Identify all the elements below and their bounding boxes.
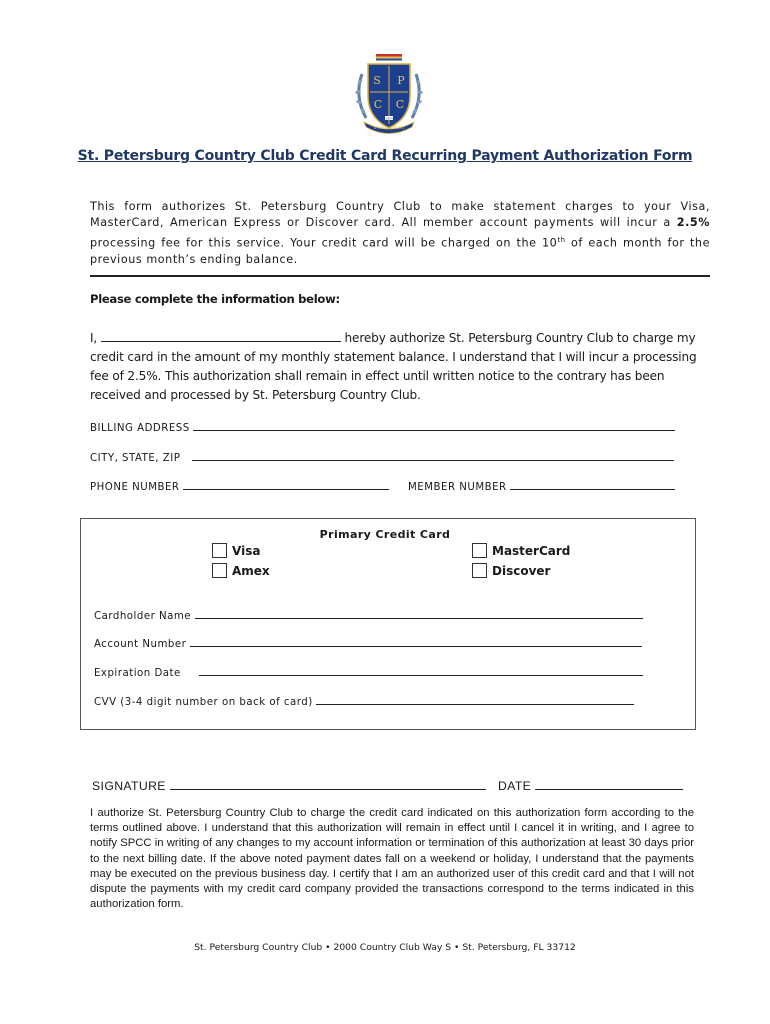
date-label: DATE — [498, 779, 532, 793]
cardholder-name-label: Cardholder Name — [94, 611, 192, 622]
intro-fee: 2.5% — [676, 216, 710, 230]
account-number-field[interactable] — [190, 636, 642, 647]
account-number-label: Account Number — [94, 639, 187, 650]
phone-number-field[interactable] — [183, 479, 389, 490]
authorization-prefix: I, — [90, 331, 98, 345]
crest-letter-s: S — [373, 74, 381, 87]
city-state-zip-field[interactable] — [192, 450, 674, 461]
authorization-text: hereby authorize St. Petersburg Country Club to charge my credit card in the amount of my monthly statement balance. I understand that I will incur a processing fee of 2.5%. This authorization shall remain in effect until written notice to the contrary has been received and processed by St. Petersburg Country Club. — [90, 331, 697, 402]
authorization-paragraph — [90, 329, 710, 405]
expiration-date-field[interactable] — [199, 665, 643, 676]
crest-letter-c2: C — [395, 98, 405, 111]
member-number-label: MEMBER NUMBER — [408, 482, 507, 493]
expiration-date-row — [94, 665, 643, 679]
signature-field[interactable] — [170, 779, 486, 790]
intro-text-3: of each month for the previous month’s ending balance. — [90, 236, 711, 266]
form-title: St. Petersburg Country Club Credit Card Recurring Payment Authorization Form — [77, 148, 693, 164]
billing-address-row — [90, 420, 675, 434]
amex-option[interactable] — [212, 563, 270, 578]
cardholder-name-row — [94, 608, 643, 622]
cvv-field[interactable] — [316, 694, 634, 705]
club-address-footer: St. Petersburg Country Club • 2000 Country Club Way S • St. Petersburg, FL 33712 — [194, 942, 576, 953]
phone-number-row — [90, 479, 389, 493]
member-number-row — [408, 479, 675, 493]
amex-label: Amex — [232, 563, 270, 578]
discover-option[interactable] — [472, 563, 550, 578]
crest-year: 1924 — [385, 116, 393, 121]
intro-paragraph — [90, 199, 710, 268]
crest-letter-c1: C — [373, 98, 383, 111]
section-divider — [90, 275, 710, 277]
cardholder-name-field[interactable] — [195, 608, 643, 619]
cvv-label: CVV (3-4 digit number on back of card) — [94, 697, 313, 708]
city-state-zip-row — [90, 450, 674, 464]
signature-label: SIGNATURE — [92, 779, 166, 793]
crest-letter-p: P — [397, 74, 405, 87]
expiration-date-label: Expiration Date — [94, 668, 181, 679]
city-state-zip-label: CITY, STATE, ZIP — [90, 453, 181, 464]
intro-sup: th — [557, 235, 566, 244]
visa-label: Visa — [232, 543, 261, 558]
phone-number-label: PHONE NUMBER — [90, 482, 180, 493]
intro-text-1: This form authorizes St. Petersburg Country Club to make statement charges to your Visa, MasterCard, American Express or Discover card. All member account payments will incur a — [90, 200, 710, 230]
mastercard-checkbox[interactable] — [472, 543, 487, 558]
mastercard-option[interactable] — [472, 543, 570, 558]
billing-address-field[interactable] — [193, 420, 675, 431]
billing-address-label: BILLING ADDRESS — [90, 423, 190, 434]
mastercard-label: MasterCard — [492, 543, 571, 558]
signature-row — [92, 779, 486, 793]
intro-text-2: processing fee for this service. Your credit card will be charged on the 10 — [90, 236, 558, 250]
account-number-row — [94, 636, 642, 650]
discover-checkbox[interactable] — [472, 563, 487, 578]
visa-checkbox[interactable] — [212, 543, 227, 558]
date-field[interactable] — [535, 779, 683, 790]
crest-banner-text: ST. PETERSBURG — [373, 126, 405, 130]
date-row — [498, 779, 683, 793]
cvv-row — [94, 694, 634, 708]
legal-terms-paragraph: I authorize St. Petersburg Country Club to charge the credit card indicated on this authorization form according to the terms outlined above. I understand that this authorization will remain in effect until I cancel it in writing, and I agree to notify SPCC in writing of any changes to my account information or termination of this authorization at least 30 days prior to the next billing date. If the above noted payment dates fall on a weekend or holiday, I understand that the payments may be executed on the previous business day. I certify that I am an authorized user of this credit card and that I will not dispute the payments with my credit card company provided the transactions correspond to the terms indicated in this authorization form. — [90, 807, 694, 911]
member-name-field[interactable] — [101, 330, 341, 342]
please-complete-label: Please complete the information below: — [90, 292, 340, 306]
amex-checkbox[interactable] — [212, 563, 227, 578]
discover-label: Discover — [492, 563, 551, 578]
club-crest-logo — [352, 52, 426, 134]
primary-credit-card-title: Primary Credit Card — [319, 528, 451, 541]
member-number-field[interactable] — [510, 479, 675, 490]
visa-option[interactable] — [212, 543, 260, 558]
